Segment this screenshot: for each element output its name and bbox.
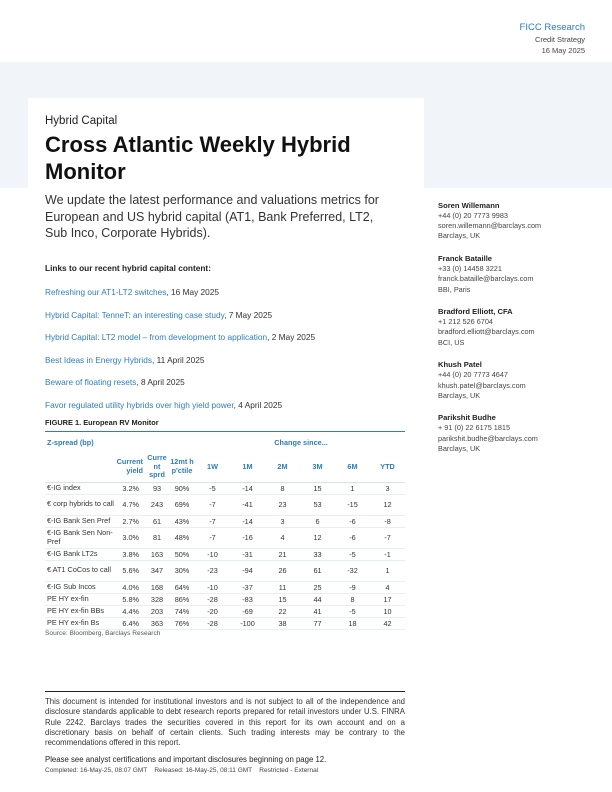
related-link[interactable]: Refreshing our AT1-LT2 switches (45, 287, 167, 297)
cell-1m: -14 (230, 515, 265, 527)
cell-3m: 44 (300, 593, 335, 605)
cell-2m: 38 (265, 617, 300, 629)
row-label: € corp hybrids to call (45, 494, 115, 515)
figure-label: FIGURE 1. (45, 418, 82, 427)
table-row (45, 593, 405, 605)
released-time: Released: 16-May-25, 08:11 GMT (154, 767, 253, 774)
report-date: 16 May 2025 (541, 46, 585, 55)
author-name: Soren Willemann (438, 201, 500, 210)
table-row (45, 482, 405, 494)
cell-6m: -6 (335, 515, 370, 527)
cell-3m: 53 (300, 494, 335, 515)
cell-1m: -94 (230, 560, 265, 581)
author-entity: Barclays, UK (438, 390, 481, 400)
author-phone: +1 212 526 6704 (438, 317, 493, 327)
cell-ytd: 12 (370, 494, 405, 515)
cell-pctile: 76% (169, 617, 195, 629)
cell-1w: -5 (195, 482, 230, 494)
author-block (438, 412, 588, 454)
col-current-spread: Curre nt sprd (145, 452, 169, 482)
cell-yield: 6.4% (115, 617, 145, 629)
related-link-item (45, 332, 315, 355)
cell-6m: -15 (335, 494, 370, 515)
author-phone: +44 (0) 20 7773 4647 (438, 370, 508, 380)
cell-1w: -7 (195, 527, 230, 548)
author-phone: +33 (0) 14458 3221 (438, 264, 502, 274)
division-label: FICC Research (519, 22, 585, 33)
cell-1w: -10 (195, 581, 230, 593)
author-block (438, 306, 588, 348)
cell-1m: -31 (230, 548, 265, 560)
cell-6m: 18 (335, 617, 370, 629)
cell-2m: 11 (265, 581, 300, 593)
cell-ytd: -8 (370, 515, 405, 527)
related-link-item (45, 355, 315, 378)
col-3m: 3M (300, 452, 335, 482)
related-link-date: , 4 April 2025 (233, 399, 283, 410)
cell-spread: 61 (145, 515, 169, 527)
cell-6m: 8 (335, 593, 370, 605)
cell-2m: 22 (265, 605, 300, 617)
cell-6m: 1 (335, 482, 370, 494)
cell-3m: 6 (300, 515, 335, 527)
author-email[interactable]: franck.bataille@barclays.com (438, 274, 534, 284)
row-label: €-IG Bank Sen Pref (45, 515, 115, 527)
related-link[interactable]: Favor regulated utility hybrids over high yield power (45, 399, 234, 410)
table-group-header (45, 433, 405, 452)
cell-6m: -9 (335, 581, 370, 593)
cell-pctile: 48% (169, 527, 195, 548)
row-label: PE HY ex-fin (45, 593, 115, 605)
related-link-date: , 11 April 2025 (152, 354, 205, 365)
table-row (45, 527, 405, 548)
cell-yield: 4.4% (115, 605, 145, 617)
change-group-label: Change since... (274, 438, 328, 447)
cell-1w: -23 (195, 560, 230, 581)
cell-1m: -69 (230, 605, 265, 617)
cell-3m: 33 (300, 548, 335, 560)
cell-spread: 328 (145, 593, 169, 605)
row-label: €-IG Sub Incos (45, 581, 115, 593)
col-1w: 1W (195, 452, 230, 482)
cell-ytd: -7 (370, 527, 405, 548)
cell-pctile: 30% (169, 560, 195, 581)
links-heading: Links to our recent hybrid capital content: (45, 263, 211, 273)
author-email[interactable]: khush.patel@barclays.com (438, 380, 526, 390)
cell-1w: -28 (195, 593, 230, 605)
cell-yield: 5.6% (115, 560, 145, 581)
cell-2m: 8 (265, 482, 300, 494)
cell-1m: -14 (230, 482, 265, 494)
author-entity: BCI, US (438, 337, 465, 347)
report-header (520, 22, 585, 56)
figure-source: Source: Bloomberg, Barclays Research (45, 630, 161, 637)
cell-3m: 61 (300, 560, 335, 581)
cell-1m: -83 (230, 593, 265, 605)
related-link[interactable]: Hybrid Capital: TenneT: an interesting case study (45, 309, 225, 320)
author-name: Parikshit Budhe (438, 413, 496, 423)
col-2m: 2M (265, 452, 300, 482)
cell-yield: 4.7% (115, 494, 145, 515)
col-ytd: YTD (370, 452, 405, 482)
rv-monitor-table (45, 433, 405, 630)
cell-pctile: 69% (169, 494, 195, 515)
col-12m-percentile: 12mt h p'ctile (169, 452, 195, 482)
cell-2m: 4 (265, 527, 300, 548)
cell-ytd: 10 (370, 605, 405, 617)
cell-pctile: 90% (169, 482, 195, 494)
author-entity: Barclays, UK (438, 231, 481, 241)
cell-ytd: 17 (370, 593, 405, 605)
related-link-date: , 7 May 2025 (224, 309, 273, 320)
cell-2m: 23 (265, 494, 300, 515)
col-6m: 6M (335, 452, 370, 482)
author-name: Bradford Elliott, CFA (438, 307, 513, 317)
cell-ytd: 4 (370, 581, 405, 593)
author-phone: + 91 (0) 22 6175 1815 (438, 423, 511, 433)
table-column-header (45, 452, 405, 482)
cell-1w: -20 (195, 605, 230, 617)
table-row (45, 605, 405, 617)
cell-spread: 93 (145, 482, 169, 494)
related-links-list (45, 287, 315, 422)
row-label: €-IG Bank Sen Non-Pref (45, 527, 115, 548)
cell-ytd: -1 (370, 548, 405, 560)
zspread-group-label: Z-spread (bp) (47, 438, 94, 447)
report-kicker: Hybrid Capital (45, 115, 118, 127)
figure-rule (45, 431, 405, 432)
cell-spread: 168 (145, 581, 169, 593)
cell-2m: 26 (265, 560, 300, 581)
cell-3m: 12 (300, 527, 335, 548)
author-block (438, 200, 588, 242)
author-entity: BBI, Paris (438, 284, 471, 294)
cell-yield: 3.0% (115, 527, 145, 548)
cell-1m: -100 (230, 617, 265, 629)
figure-title: European RV Monitor (83, 418, 159, 427)
author-block (438, 359, 588, 401)
cell-yield: 4.0% (115, 581, 145, 593)
analyst-certification-note: Please see analyst certifications and important disclosures beginning on page 12. (45, 755, 327, 764)
author-entity: Barclays, UK (438, 443, 481, 453)
cell-ytd: 3 (370, 482, 405, 494)
row-label: €-IG Bank LT2s (45, 548, 115, 560)
author-phone: +44 (0) 20 7773 9983 (438, 211, 508, 220)
cell-yield: 3.8% (115, 548, 145, 560)
cell-yield: 5.8% (115, 593, 145, 605)
author-list (438, 200, 588, 466)
related-link-item (45, 287, 315, 310)
cell-1m: -41 (230, 494, 265, 515)
author-block (438, 253, 588, 295)
author-name: Franck Bataille (438, 254, 493, 264)
classification-label: Restricted - External (259, 767, 319, 774)
related-link-date: , 16 May 2025 (166, 287, 220, 297)
cell-pctile: 86% (169, 593, 195, 605)
cell-3m: 25 (300, 581, 335, 593)
team-label: Credit Strategy (534, 35, 585, 44)
related-link[interactable]: Best Ideas in Energy Hybrids (45, 354, 152, 365)
table-row (45, 494, 405, 515)
cell-spread: 203 (145, 605, 169, 617)
row-label: €-IG index (45, 482, 115, 494)
table-row (45, 560, 405, 581)
disclaimer-text: This document is intended for institutional investors and is not subject to all of the independence and disclosure standards applicable to debt research reports prepared for retail investors under U.S. FINRA Rule 2242. Barclays trades the securities covered in this report for its own account and on a discretionary basis on behalf of certain clients. Such trading interests may be contrary to the recommendations offered in this report. (45, 697, 405, 748)
cell-pctile: 50% (169, 548, 195, 560)
author-email[interactable]: bradford.elliott@barclays.com (438, 327, 535, 337)
cell-spread: 363 (145, 617, 169, 629)
row-label: PE HY ex-fin BBs (45, 605, 115, 617)
figure-caption (45, 418, 159, 427)
cell-6m: -6 (335, 527, 370, 548)
related-link[interactable]: Beware of floating resets (45, 377, 137, 387)
cell-1m: -37 (230, 581, 265, 593)
author-name: Khush Patel (438, 360, 482, 370)
cell-spread: 347 (145, 560, 169, 581)
related-link-date: , 2 May 2025 (267, 332, 316, 342)
row-label: PE HY ex-fin Bs (45, 617, 115, 629)
report-subtitle: We update the latest performance and valuations metrics for European and US hybrid capital (AT1, Bank Preferred, LT2, Sub Inco, Corporate Hybrids). (45, 193, 379, 240)
cell-2m: 21 (265, 548, 300, 560)
col-current-yield: Current yield (115, 452, 145, 482)
cell-spread: 163 (145, 548, 169, 560)
table-row (45, 548, 405, 560)
author-email[interactable]: parikshit.budhe@barclays.com (438, 433, 538, 443)
cell-pctile: 43% (169, 515, 195, 527)
cell-6m: -5 (335, 605, 370, 617)
cell-spread: 81 (145, 527, 169, 548)
cell-6m: -32 (335, 560, 370, 581)
cell-3m: 77 (300, 617, 335, 629)
cell-1w: -7 (195, 494, 230, 515)
cell-ytd: 42 (370, 617, 405, 629)
report-title: Cross Atlantic Weekly Hybrid Monitor (45, 132, 351, 184)
cell-3m: 41 (300, 605, 335, 617)
cell-1w: -28 (195, 617, 230, 629)
cell-2m: 3 (265, 515, 300, 527)
row-label: € AT1 CoCos to call (45, 560, 115, 581)
related-link[interactable]: Hybrid Capital: LT2 model – from development to application (45, 332, 268, 342)
cell-pctile: 64% (169, 581, 195, 593)
cell-3m: 15 (300, 482, 335, 494)
cell-yield: 3.2% (115, 482, 145, 494)
cell-yield: 2.7% (115, 515, 145, 527)
table-row (45, 617, 405, 629)
table-row (45, 581, 405, 593)
cell-6m: -5 (335, 548, 370, 560)
cell-1w: -10 (195, 548, 230, 560)
cell-pctile: 74% (169, 605, 195, 617)
completed-time: Completed: 16-May-25, 08:07 GMT (45, 767, 148, 774)
cell-ytd: 1 (370, 560, 405, 581)
author-email[interactable]: soren.willemann@barclays.com (438, 221, 542, 231)
table-row (45, 515, 405, 527)
related-link-item (45, 377, 315, 400)
col-1m: 1M (230, 452, 265, 482)
cell-2m: 15 (265, 593, 300, 605)
related-link-item (45, 310, 315, 333)
disclaimer-rule (45, 691, 405, 692)
publication-status (45, 767, 318, 774)
cell-spread: 243 (145, 494, 169, 515)
cell-1w: -7 (195, 515, 230, 527)
cell-1m: -16 (230, 527, 265, 548)
related-link-date: , 8 April 2025 (136, 377, 185, 387)
